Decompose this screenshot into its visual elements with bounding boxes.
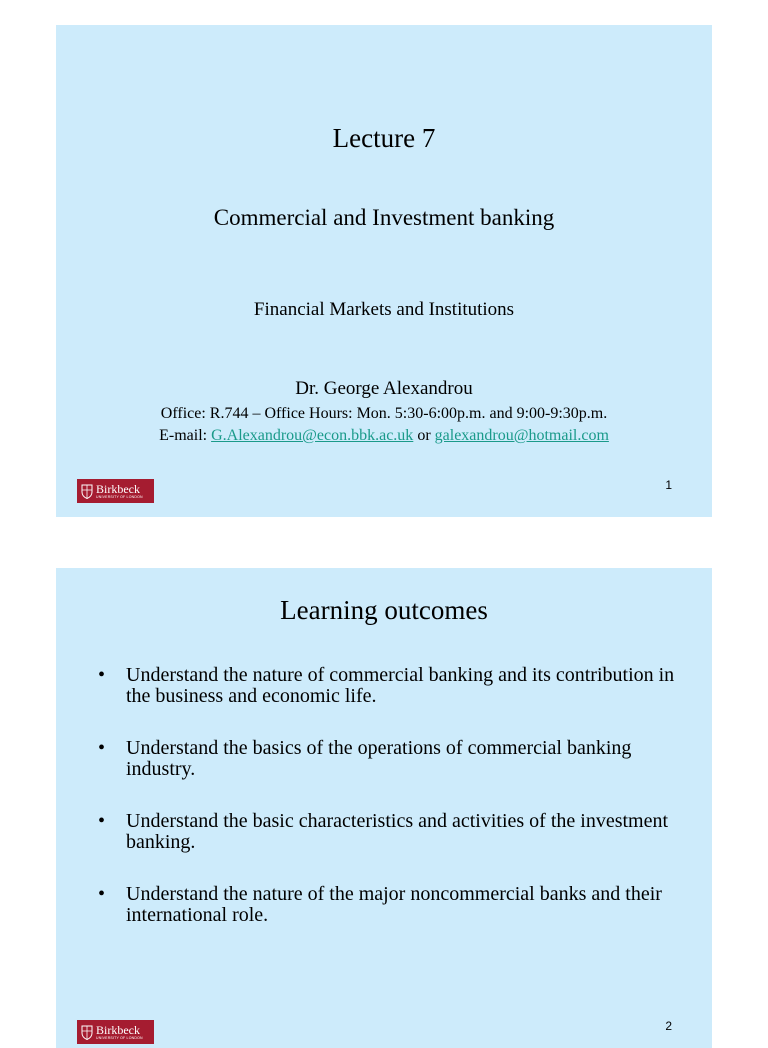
crest-icon — [81, 1025, 93, 1040]
email-link-secondary[interactable]: galexandrou@hotmail.com — [434, 427, 609, 444]
list-item — [98, 665, 678, 707]
slide-1 — [56, 25, 712, 517]
bullet-icon: • — [98, 810, 106, 832]
list-item — [98, 884, 678, 926]
email-link-primary[interactable]: G.Alexandrou@econ.bbk.ac.uk — [211, 427, 414, 444]
page-number: 2 — [665, 1019, 672, 1033]
slide-2 — [56, 568, 712, 1048]
course-name: Financial Markets and Institutions — [253, 299, 515, 320]
slide-title: Learning outcomes — [280, 595, 488, 625]
email-label: E-mail: — [159, 427, 208, 444]
logo-subtitle: UNIVERSITY OF LONDON — [96, 494, 143, 499]
bullet-icon: • — [98, 883, 106, 905]
outcome-text: Understand the basic characteristics and activities of the investment banking. — [126, 810, 669, 853]
lecture-subtitle: Commercial and Investment banking — [213, 205, 555, 230]
birkbeck-logo — [77, 479, 154, 503]
logo-subtitle: UNIVERSITY OF LONDON — [96, 1035, 143, 1040]
lecturer-name: Dr. George Alexandrou — [295, 378, 473, 399]
list-item — [98, 811, 678, 853]
email-line — [56, 427, 712, 445]
page-number: 1 — [665, 478, 672, 492]
learning-outcomes-list — [98, 665, 678, 957]
logo-name: Birkbeck — [96, 1022, 140, 1037]
outcome-text: Understand the nature of commercial banking and its contribution in the business and economic life. — [126, 664, 675, 707]
email-or: or — [417, 427, 431, 444]
crest-icon — [81, 484, 93, 499]
logo-name: Birkbeck — [96, 481, 140, 496]
outcome-text: Understand the nature of the major noncommercial banks and their international role. — [126, 883, 662, 926]
office-hours: Office: R.744 – Office Hours: Mon. 5:30-6:00p.m. and 9:00-9:30p.m. — [160, 405, 608, 422]
bullet-icon: • — [98, 664, 106, 686]
list-item — [98, 738, 678, 780]
lecture-title: Lecture 7 — [332, 123, 436, 153]
bullet-icon: • — [98, 737, 106, 759]
outcome-text: Understand the basics of the operations of commercial banking industry. — [126, 737, 632, 780]
